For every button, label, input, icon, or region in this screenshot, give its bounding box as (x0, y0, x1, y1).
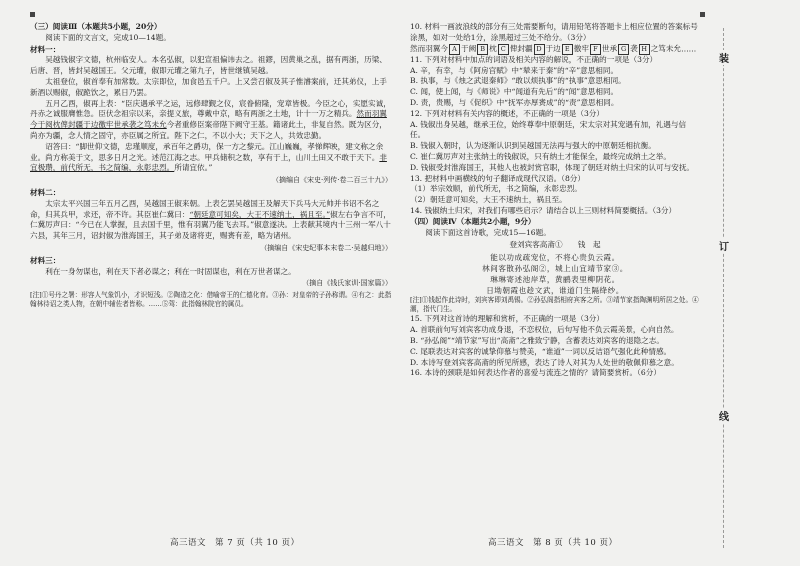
sequence-char: 徼 (573, 44, 582, 54)
answer-box-c: C (498, 44, 509, 55)
sequence-char: 笃 (658, 44, 666, 54)
m3-paragraph-1: 利在一身勿谋也，利在天下者必谋之；利在一时固谋也，利在万世者谋之。 (45, 266, 296, 276)
m1-paragraph-3 (30, 99, 392, 142)
gutter-char-xian: 线 (715, 408, 733, 423)
question-12: 12. 下列对材料有关内容的概述，不正确的一项是（3分） (410, 108, 604, 118)
material3-label: 材料三： (30, 255, 61, 265)
answer-box-h: H (639, 44, 650, 55)
section-intro-3: 阅读下面的文言文，完成10—14题。 (45, 32, 171, 42)
q10-sequence-tail: …… (681, 44, 697, 54)
m1-paragraph-2: 太祖登位，俶首奉有加常数。太宗即位，加食邑五千户。上又尝召俶及其子惟濬案前，迁其弟仪，上手新酒以赐俶，俶跪饮之，累日乃罢。 (30, 76, 387, 97)
answer-box-d: D (534, 44, 545, 55)
q15-option-b: B. “孙弘阁”“靖节家”写出“高斋”之雅致宁静，含蓄表达刘宾客的退隐之志。 (410, 336, 664, 346)
poem-line: 林间客散孙弘阁②，城上山宜靖节家③。 (482, 264, 628, 274)
sequence-char: 羽 (425, 44, 433, 54)
m1-source: （摘编自《宋史·列传·卷二百三十九》） (272, 176, 392, 185)
m1-paragraph-1: 吴越钱俶字文德，杭州临安人。本名弘俶，以犯宣祖偏讳去之。祖鏐，因黄巢之乱，据有两浙，历梁、后唐、晋，皆封吴越国王。父元瓘，俶即元瓘之第九子，皆世继镇吴越。 (30, 55, 387, 76)
m1-p4-a: 诏答曰：“脚世仰文德，忠瑾顺度，承百年之爵功，保一方之黎元。江山巍巍，孝悌 (45, 141, 323, 151)
q12-option-c: C. 崔仁冀厉声对主张纳土的钱俶说，只有纳土才能保全，最终完成纳土之举。 (410, 152, 671, 162)
q11-option-c: C. 闻，使上闻，与《师说》中“闻道有先后”的“闻”意思相同。 (410, 87, 619, 97)
m1-p4-underlined: 非宜极瓒，前代所无，书之简编，永彰忠烈。 (30, 152, 387, 173)
question-13: 13. 把材料中画横线的句子翻译成现代汉语。（8分） (410, 173, 585, 183)
m2-paragraph-1 (30, 199, 392, 242)
q11-option-b: B. 执事，与《烛之武退秦师》“敢以烦执事”的“执事”意思相同。 (410, 76, 626, 86)
right-column (410, 22, 700, 379)
sequence-char: 俾 (509, 44, 518, 54)
m1-p3-c: 今者重修臣案帝陛下阙守王基。籍诸此土，非复自然。既为区分，尚亦为疆，念人情之固守，亦臣属之所宜。陛下之仁，不以小大；天下之人，共效忠勤。 (30, 120, 387, 140)
sequence-char: 边 (553, 44, 561, 54)
q15-option-a: A. 首联前句写刘宾客功成身退，不恋权位，后句写他不负云霞美景，心向自然。 (410, 325, 679, 335)
sequence-char: 阙 (468, 44, 477, 54)
registration-mark (700, 12, 705, 17)
sequence-char: 之 (650, 44, 659, 54)
answer-box-e: E (562, 44, 573, 55)
q10-sequence-cells (410, 44, 681, 53)
question-10: 10. 材料一画波浪线的部分有三处需要断句，请用铅笔将答题卡上相应位置的答案标号涂黑，如对一处给1分，涂黑超过三处不给分。（3分） (410, 22, 698, 42)
sequence-char: 然 (410, 44, 418, 54)
sequence-char: 今 (440, 44, 448, 54)
m3-source: （摘自《钱氏家训·国家篇》） (302, 279, 392, 288)
question-16: 16. 本诗的颈联是如何表达作者的喜爱与流连之情的？请简要赏析。（6分） (410, 368, 661, 378)
sequence-char: 袭 (630, 44, 638, 54)
sequence-char: 封 (517, 44, 525, 54)
binding-line (723, 28, 724, 548)
footer-page-7: 高三语文 第 7 页（共 10 页） (170, 538, 300, 548)
m1-p4-b: 辉映，建文称之余业。尚方称美于文，思多日月之光。述范江海之志。甲兵储积之数，享有于上，山川土田又不敢于天下。 (30, 141, 384, 162)
poem-line: 能以功成疏宠位，不将心贵负云霞。 (490, 253, 620, 263)
poem-line: 日坳朝霞也趁文武，谁道门生隔绛纱。 (486, 285, 624, 295)
left-footnote: [注]①号丹之署：形容人气象饥小，才识短浅。②陶造之化：借喻帝王的仁德化育。③孙：对皇帝的子孙称谓。④有之：此指翰林待诏之类人物，在朝中辅佐者皆称。……⑤驾：此指翰林院官的属员。 (30, 291, 392, 309)
q12-option-d: D. 钱俶受封淮海国王，其他人也被封赏官职，体现了朝廷对纳土归宋的认可与安抚。 (410, 162, 695, 172)
material1-label: 材料一： (30, 44, 61, 54)
sequence-char: 于 (545, 44, 554, 54)
m1-p3-a: 五月乙酉，俶再上表：“臣庆遇承平之运，远修肆觐之仪，宸眷俯隆，宠章皆极。今 (45, 98, 323, 108)
sequence-char: 允 (673, 44, 682, 54)
gutter-char-ding: 订 (715, 238, 733, 253)
q15-option-c: C. 尾联表达对宾客的诚挚仰慕与赞美，“谁道”一词以反诘语气强化此种情感。 (410, 346, 672, 356)
sequence-char: 翼 (432, 44, 441, 54)
q11-option-a: A. 辛，有幸，与《阿房宫赋》中“辇来于秦”的“辛”意思相同。 (410, 65, 619, 75)
m1-p3-b: 臣之心，实愿实诚，丹赤之诚服膺惟急。臣伏念祖宗以来，亲提义旅，尊戴中京，略有两浙之土地，计十一万之精兵。 (30, 98, 391, 119)
poem-line: 琳琳寄述池岸草，黄鹂表里柳阴花。 (490, 274, 620, 284)
section-intro-4: 阅读下面这首诗歌，完成15—16题。 (425, 227, 551, 237)
question-15: 15. 下列对这首诗的理解和赏析，不正确的一项是（3分） (410, 314, 604, 324)
sequence-char: 世 (601, 44, 610, 54)
m2-p1-b: 俶左右争言不可，仁冀厉声曰：“今已在人掌握，且去国千里，惟有羽翼乃能飞去耳。”俶意遂决。上表献其境内十三州一军八十六县，其年三月，诏封俶为淮海国王，其子弟及诸将吏，赐赉有差，略为诸州。 (30, 209, 391, 241)
question-14: 14. 钱俶纳土归宋，对我们有哪些启示？请结合以上三则材料简要概括。（3分） (410, 206, 677, 216)
m2-p1-quote: “朝廷意可知矣，大王不速纳土，祸且至。” (189, 209, 331, 219)
sequence-char: 未 (665, 44, 674, 54)
poem-title: 登刘宾客高斋① 钱 起 (509, 240, 601, 250)
sequence-char: 枕 (489, 44, 497, 54)
material2-label: 材料二： (30, 187, 61, 197)
left-column (30, 22, 392, 309)
answer-box-f: F (590, 44, 601, 55)
footer-page-8: 高三语文 第 8 页（共 10 页） (488, 538, 618, 548)
q15-option-d: D. 本诗写登刘宾客高斋的所见所感，表达了诗人对其为人处世的敬佩仰慕之意。 (410, 357, 679, 367)
q13-item-1: （1）举宗效顺，前代所无，书之简编，永彰忠烈。 (410, 184, 582, 194)
section-title-4: （四）阅读Ⅳ（本题共2小题，9分） (410, 216, 536, 226)
m1-p4-c: 所请宜依。” (174, 163, 213, 173)
gutter-char-zhuang: 装 (715, 50, 733, 65)
m2-source: （摘编自《宋史纪事本末卷二·吴越归地》） (260, 243, 392, 252)
q12-option-a: A. 钱俶出身吴越，继承王位，始终尊奉中原朝廷，宋太宗对其宠遇有加，礼遇与信任。 (410, 119, 687, 140)
sequence-char: 而 (417, 44, 426, 54)
sequence-char: 承 (609, 44, 618, 54)
answer-box-g: G (618, 44, 629, 55)
sequence-char: 牢 (581, 44, 589, 54)
q10-sequence (410, 44, 700, 55)
sequence-char: 疆 (524, 44, 533, 54)
m2-p1-a: 太宗太平兴国三年五月乙酉，吴越国王俶来朝。上表乞罢吴越国王及解天下兵马大元帅并书诏不名之命，归其兵甲，求还，帝不许。其臣崔仁冀曰： (30, 198, 380, 219)
q12-option-b: B. 钱俶入朝时，认为逐渐认识到吴越国无法再与强大的中原朝廷相抗衡。 (410, 141, 656, 151)
m1-paragraph-4 (30, 142, 392, 174)
section-title-3: （三）阅读Ⅲ（本题共5小题，20分） (30, 22, 162, 31)
sequence-char: 于 (460, 44, 469, 54)
q11-option-d: D. 责，贵赐，与《促织》中“抚军亦厚赉成”的“责”意思相同。 (410, 98, 619, 108)
poem-footnote: [注]①钱起作此诗时，刘宾客即刘禹锡。②孙弘阁指相府宾客之所。③靖节家指陶渊明所居之处。④潮，指代门生。 (410, 296, 699, 314)
registration-mark (30, 12, 35, 17)
m1-p3-underlined: 然而羽翼今于阅枕俾封疆于边徼牢世承袭之笃未允 (30, 109, 387, 130)
question-11: 11. 下列对材料中加点的词语及相关内容的解说，不正确的一项是（3分） (410, 54, 658, 64)
binding-gutter (712, 0, 736, 566)
answer-box-b: B (477, 44, 488, 55)
answer-box-a: A (449, 44, 460, 55)
q13-item-2: （2）朝廷意可知矣，大王不速纳土，祸且至。 (410, 195, 567, 205)
